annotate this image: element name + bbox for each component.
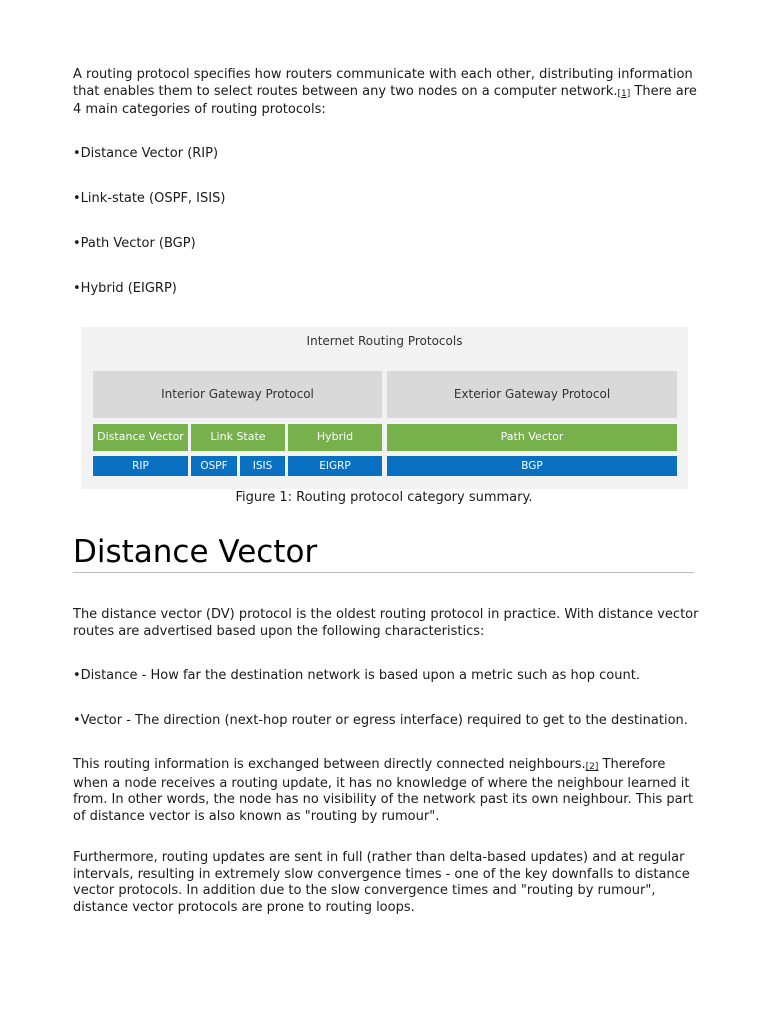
routing-protocols-diagram xyxy=(81,327,688,489)
link-state-box: Link State xyxy=(191,424,285,451)
ospf-box: OSPF xyxy=(191,456,237,476)
diagram-title: Internet Routing Protocols xyxy=(306,333,463,348)
routing-information-text: This routing information is exchanged between directly connected neighbours. xyxy=(73,757,586,772)
intro-paragraph xyxy=(73,67,698,119)
category-item-hybrid: •Hybrid (EIGRP) xyxy=(73,281,177,296)
figure-caption: Figure 1: Routing protocol category summary. xyxy=(235,490,533,505)
category-item-distance-vector: •Distance Vector (RIP) xyxy=(73,146,219,161)
hybrid-box: Hybrid xyxy=(288,424,382,451)
intro-text: A routing protocol specifies how routers communicate with each other, distributing information that enables them to select routes between any two nodes on a computer network. xyxy=(73,67,693,99)
distance-vector-box: Distance Vector xyxy=(93,424,188,451)
bgp-box: BGP xyxy=(387,456,677,476)
category-item-link-state: •Link-state (OSPF, ISIS) xyxy=(73,191,226,206)
exterior-gateway-protocol-box: Exterior Gateway Protocol xyxy=(387,371,677,418)
routing-information-paragraph xyxy=(73,757,698,825)
routing-updates-paragraph: Furthermore, routing updates are sent in full (rather than delta-based updates) and at regular intervals, resulting in extremely slow convergence times - one of the key downfalls to distance vector protocols. In addition due to the slow convergence times and "routing by rumour", distance vector protocols are prone to routing loops. xyxy=(73,850,690,915)
bullet-vector: •Vector - The direction (next-hop router or egress interface) required to get to the destination. xyxy=(73,713,688,728)
interior-gateway-protocol-box: Interior Gateway Protocol xyxy=(93,371,382,418)
section-heading: Distance Vector xyxy=(73,533,694,573)
intro-text-continued: There are 4 main categories of routing protocols: xyxy=(73,83,697,117)
reference-link-2[interactable]: [2] xyxy=(585,762,599,772)
isis-box: ISIS xyxy=(240,456,285,476)
distance-vector-intro-paragraph: The distance vector (DV) protocol is the oldest routing protocol in practice. With distance vector routes are advertised based upon the following characteristics: xyxy=(73,607,699,639)
routing-information-text-continued: Therefore when a node receives a routing update, it has no knowledge of where the neighbour learned it from. In other words, the node has no visibility of the network past its own neighbour. This part of distance vector is also known as "routing by rumour". xyxy=(73,757,694,824)
category-item-path-vector: •Path Vector (BGP) xyxy=(73,236,196,251)
rip-box: RIP xyxy=(93,456,188,476)
eigrp-box: EIGRP xyxy=(288,456,382,476)
bullet-distance: •Distance - How far the destination network is based upon a metric such as hop count. xyxy=(73,668,640,683)
reference-link-1[interactable]: [1] xyxy=(617,88,631,99)
path-vector-box: Path Vector xyxy=(387,424,677,451)
